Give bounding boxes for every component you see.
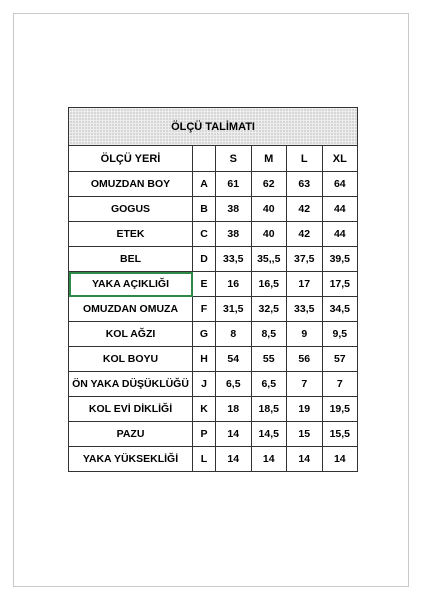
size-value-cell[interactable]: 14 — [251, 447, 287, 472]
measure-name-cell[interactable]: KOL AĞZI — [69, 322, 193, 347]
measure-code-cell[interactable]: J — [193, 372, 216, 397]
measure-name-cell[interactable]: OMUZDAN OMUZA — [69, 297, 193, 322]
size-value-cell[interactable]: 33,5 — [216, 247, 252, 272]
size-value-cell[interactable]: 15 — [287, 422, 323, 447]
measure-code-cell[interactable]: A — [193, 172, 216, 197]
size-value-cell[interactable]: 40 — [251, 222, 287, 247]
table-row — [69, 322, 358, 347]
measure-name-cell[interactable]: PAZU — [69, 422, 193, 447]
size-value-cell[interactable]: 14 — [216, 422, 252, 447]
size-value-cell[interactable]: 62 — [251, 172, 287, 197]
size-value-cell[interactable]: 14 — [322, 447, 358, 472]
size-value-cell[interactable]: 7 — [287, 372, 323, 397]
size-value-cell[interactable]: 14,5 — [251, 422, 287, 447]
size-value-cell[interactable]: 16,5 — [251, 272, 287, 297]
table-row — [69, 247, 358, 272]
table-row — [69, 422, 358, 447]
table-row — [69, 197, 358, 222]
size-value-cell[interactable]: 14 — [216, 447, 252, 472]
size-value-cell[interactable]: 9,5 — [322, 322, 358, 347]
size-value-cell[interactable]: 33,5 — [287, 297, 323, 322]
measure-name-cell[interactable]: ETEK — [69, 222, 193, 247]
measure-code-cell[interactable]: D — [193, 247, 216, 272]
header-row — [69, 146, 358, 172]
size-value-cell[interactable]: 8,5 — [251, 322, 287, 347]
table-row — [69, 172, 358, 197]
size-header-s: S — [216, 146, 252, 172]
table-row — [69, 372, 358, 397]
measure-code-cell[interactable]: G — [193, 322, 216, 347]
size-value-cell[interactable]: 6,5 — [216, 372, 252, 397]
measure-header: ÖLÇÜ YERİ — [69, 146, 193, 172]
table-row — [69, 347, 358, 372]
size-value-cell[interactable]: 44 — [322, 222, 358, 247]
measure-code-cell[interactable]: C — [193, 222, 216, 247]
measure-code-cell[interactable]: L — [193, 447, 216, 472]
measure-name-cell[interactable]: OMUZDAN BOY — [69, 172, 193, 197]
size-value-cell[interactable]: 16 — [216, 272, 252, 297]
size-value-cell[interactable]: 37,5 — [287, 247, 323, 272]
table-row — [69, 272, 358, 297]
size-header-m: M — [251, 146, 287, 172]
size-value-cell[interactable]: 63 — [287, 172, 323, 197]
size-value-cell[interactable]: 64 — [322, 172, 358, 197]
measure-name-cell[interactable]: YAKA YÜKSEKLİĞİ — [69, 447, 193, 472]
table-row — [69, 297, 358, 322]
size-value-cell[interactable]: 18,5 — [251, 397, 287, 422]
size-value-cell[interactable]: 9 — [287, 322, 323, 347]
size-value-cell[interactable]: 15,5 — [322, 422, 358, 447]
measure-code-cell[interactable]: F — [193, 297, 216, 322]
size-value-cell[interactable]: 14 — [287, 447, 323, 472]
size-value-cell[interactable]: 32,5 — [251, 297, 287, 322]
measure-name-cell[interactable]: YAKA AÇIKLIĞI — [69, 272, 193, 297]
size-value-cell[interactable]: 19 — [287, 397, 323, 422]
size-value-cell[interactable]: 35,,5 — [251, 247, 287, 272]
size-value-cell[interactable]: 54 — [216, 347, 252, 372]
size-value-cell[interactable]: 38 — [216, 222, 252, 247]
size-value-cell[interactable]: 6,5 — [251, 372, 287, 397]
measure-code-cell[interactable]: B — [193, 197, 216, 222]
size-header-l: L — [287, 146, 323, 172]
size-value-cell[interactable]: 7 — [322, 372, 358, 397]
table-row — [69, 447, 358, 472]
size-value-cell[interactable]: 18 — [216, 397, 252, 422]
measure-name-cell[interactable]: BEL — [69, 247, 193, 272]
size-value-cell[interactable]: 56 — [287, 347, 323, 372]
measure-name-cell[interactable]: ÖN YAKA DÜŞÜKLÜĞÜ — [69, 372, 193, 397]
size-chart-table — [68, 107, 358, 472]
measure-name-cell[interactable]: KOL BOYU — [69, 347, 193, 372]
size-value-cell[interactable]: 40 — [251, 197, 287, 222]
size-value-cell[interactable]: 17,5 — [322, 272, 358, 297]
size-value-cell[interactable]: 17 — [287, 272, 323, 297]
table-row — [69, 222, 358, 247]
size-value-cell[interactable]: 44 — [322, 197, 358, 222]
size-value-cell[interactable]: 42 — [287, 222, 323, 247]
size-value-cell[interactable]: 42 — [287, 197, 323, 222]
size-value-cell[interactable]: 8 — [216, 322, 252, 347]
measure-code-cell[interactable]: P — [193, 422, 216, 447]
size-value-cell[interactable]: 38 — [216, 197, 252, 222]
size-value-cell[interactable]: 55 — [251, 347, 287, 372]
size-value-cell[interactable]: 39,5 — [322, 247, 358, 272]
table-title: ÖLÇÜ TALİMATI — [69, 108, 358, 146]
size-value-cell[interactable]: 57 — [322, 347, 358, 372]
table-row — [69, 397, 358, 422]
size-header-xl: XL — [322, 146, 358, 172]
size-value-cell[interactable]: 31,5 — [216, 297, 252, 322]
measure-code-cell[interactable]: H — [193, 347, 216, 372]
measure-name-cell[interactable]: KOL EVİ DİKLİĞİ — [69, 397, 193, 422]
measure-code-cell[interactable]: E — [193, 272, 216, 297]
size-value-cell[interactable]: 34,5 — [322, 297, 358, 322]
measure-code-cell[interactable]: K — [193, 397, 216, 422]
measure-name-cell[interactable]: GOGUS — [69, 197, 193, 222]
size-value-cell[interactable]: 19,5 — [322, 397, 358, 422]
size-value-cell[interactable]: 61 — [216, 172, 252, 197]
code-header — [193, 146, 216, 172]
